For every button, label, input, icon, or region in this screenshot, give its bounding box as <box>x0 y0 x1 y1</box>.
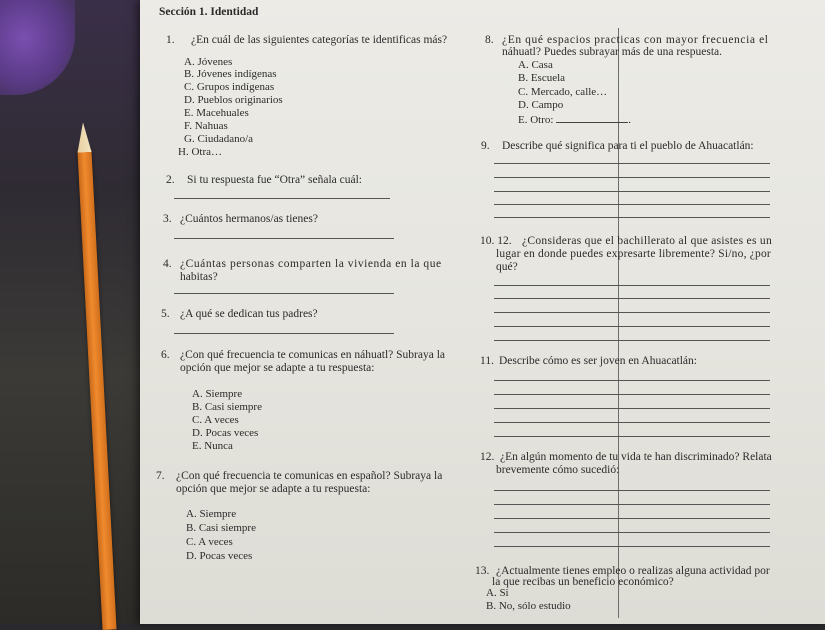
q5-answer-line <box>174 333 394 334</box>
q11-text: Describe cómo es ser joven en Ahuacatlán: <box>499 355 697 367</box>
q13-text-line1: ¿Actualmente tienes empleo o realizas alguna actividad por <box>496 565 770 577</box>
q7-option-a: A. Siempre <box>186 508 237 520</box>
q13-number: 13. <box>475 565 490 577</box>
q8-option-c: C. Mercado, calle… <box>518 86 608 98</box>
q8-text-line1: ¿En qué espacios practicas con mayor frecuencia el <box>502 34 769 46</box>
q11-answer-line-2 <box>494 394 770 395</box>
q12-text-line1: ¿En algún momento de tu vida te han discriminado? Relata <box>500 451 772 463</box>
q9-answer-line-1 <box>494 163 770 164</box>
q10-text-line3: qué? <box>496 261 518 273</box>
q12-answer-line-4 <box>494 532 770 533</box>
q6-number: 6. <box>161 349 170 361</box>
q8-text-line2: náhuatl? Puedes subrayar más de una respuesta. <box>502 46 723 58</box>
q10-number: 10. 12. <box>480 235 512 247</box>
q10-answer-line-5 <box>494 340 770 341</box>
q11-answer-line-1 <box>494 380 770 381</box>
q6-option-e: E. Nunca <box>192 440 233 452</box>
q1-option-h: H. Otra… <box>178 146 222 158</box>
q7-text-line2: opción que mejor se adapte a tu respuesta: <box>176 483 371 495</box>
q13-text-line2: la que recibas un beneficio económico? <box>492 576 674 588</box>
q10-answer-line-3 <box>494 312 770 313</box>
q12-answer-line-3 <box>494 518 770 519</box>
q3-number: 3. <box>163 213 172 225</box>
q12-answer-line-2 <box>494 504 770 505</box>
q13-option-a: A. Si <box>486 587 509 599</box>
q6-option-c: C. A veces <box>192 414 239 426</box>
q10-text-line2: lugar en donde puedes expresarte libremente? Si/no, ¿por <box>496 248 771 260</box>
q2-number: 2. <box>166 174 175 186</box>
q12-answer-line-1 <box>494 490 770 491</box>
q2-text: Si tu respuesta fue “Otra” señala cuál: <box>187 174 362 186</box>
q1-text: ¿En cuál de las siguientes categorías te identificas más? <box>191 34 448 46</box>
q6-option-d: D. Pocas veces <box>192 427 259 439</box>
q11-answer-line-5 <box>494 436 770 437</box>
q13-option-b: B. No, sólo estudio <box>486 600 571 612</box>
section-title: Sección 1. Identidad <box>159 6 259 18</box>
q12-text-line2: brevemente cómo sucedió: <box>496 464 620 476</box>
q3-text: ¿Cuántos hermanos/as tienes? <box>180 213 318 225</box>
q5-number: 5. <box>161 308 170 320</box>
q8-option-a: A. Casa <box>518 59 553 71</box>
q1-number: 1. <box>166 34 175 46</box>
q10-answer-line-2 <box>494 298 770 299</box>
q5-text: ¿A qué se dedican tus padres? <box>180 308 318 320</box>
q7-option-d: D. Pocas veces <box>186 550 253 562</box>
q11-number: 11. <box>480 355 494 367</box>
q8-option-e: E. Otro: . <box>518 114 631 126</box>
q4-number: 4. <box>163 258 172 270</box>
q7-text-line1: ¿Con qué frecuencia te comunicas en español? Subraya la <box>176 470 443 482</box>
q1-option-d: D. Pueblos originarios <box>184 94 283 106</box>
q12-number: 12. <box>480 451 495 463</box>
q6-option-b: B. Casi siempre <box>192 401 262 413</box>
q9-answer-line-3 <box>494 191 770 192</box>
q9-answer-line-4 <box>494 204 770 205</box>
q1-option-f: F. Nahuas <box>184 120 228 132</box>
q1-option-a: A. Jóvenes <box>184 56 233 68</box>
q6-text-line1: ¿Con qué frecuencia te comunicas en náhuatl? Subraya la <box>180 349 446 361</box>
q4-text-line1: ¿Cuántas personas comparten la vivienda en la que <box>180 258 442 270</box>
q11-answer-line-3 <box>494 408 770 409</box>
q7-option-b: B. Casi siempre <box>186 522 256 534</box>
q1-option-e: E. Macehuales <box>184 107 249 119</box>
q9-number: 9. <box>481 140 490 152</box>
q7-number: 7. <box>156 470 165 482</box>
q10-answer-line-4 <box>494 326 770 327</box>
q9-answer-line-5 <box>494 217 770 218</box>
questionnaire-sheet <box>140 0 825 624</box>
q6-option-a: A. Siempre <box>192 388 243 400</box>
q9-answer-line-2 <box>494 177 770 178</box>
q1-option-c: C. Grupos indígenas <box>184 81 275 93</box>
q12-answer-line-5 <box>494 546 770 547</box>
q10-answer-line-1 <box>494 285 770 286</box>
q9-text: Describe qué significa para ti el pueblo de Ahuacatlán: <box>502 140 754 152</box>
q8-option-e-label: E. Otro: <box>518 114 554 126</box>
q8-number: 8. <box>485 34 494 46</box>
q8-option-b: B. Escuela <box>518 72 566 84</box>
q10-text-line1: ¿Consideras que el bachillerato al que asistes es un <box>522 235 772 247</box>
q2-answer-line <box>174 198 390 199</box>
q7-option-c: C. A veces <box>186 536 233 548</box>
q1-option-b: B. Jóvenes indígenas <box>184 68 277 80</box>
q4-answer-line <box>174 293 394 294</box>
q8-option-d: D. Campo <box>518 99 564 111</box>
q1-option-g: G. Ciudadano/a <box>184 133 254 145</box>
q3-answer-line <box>174 238 394 239</box>
q4-text-line2: habitas? <box>180 271 218 283</box>
q11-answer-line-4 <box>494 422 770 423</box>
q6-text-line2: opción que mejor se adapte a tu respuesta: <box>180 362 375 374</box>
